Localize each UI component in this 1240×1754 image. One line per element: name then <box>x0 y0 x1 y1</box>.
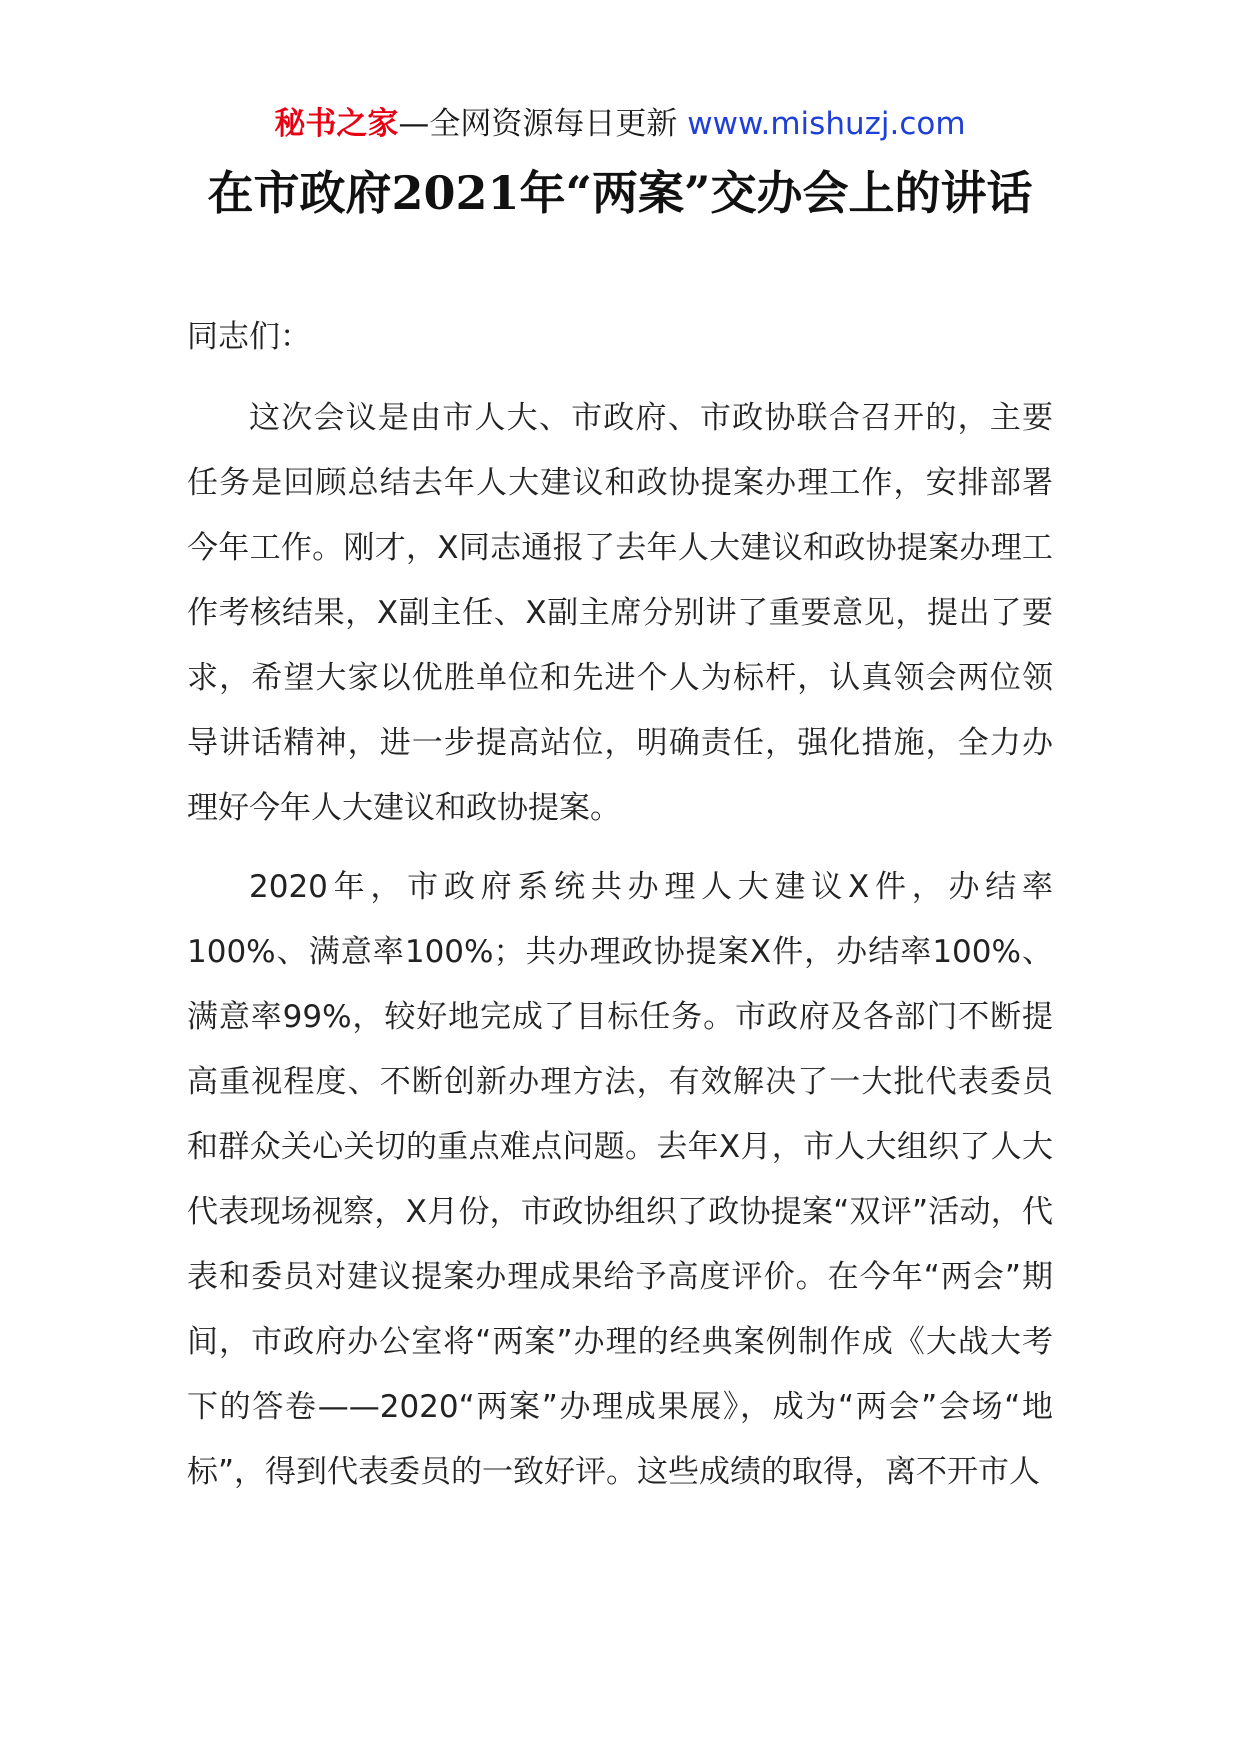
site-header <box>0 104 1240 144</box>
site-url-link[interactable]: www.mishuzj.com <box>687 106 966 142</box>
paragraph-1: 这次会议是由市人大、市政府、市政协联合召开的，主要任务是回顾总结去年人大建议和政协提案办理工作，安排部署今年工作。刚才，X同志通报了去年人大建议和政协提案办理工作考核结果，X副主任、X副主席分别讲了重要意见，提出了要求，希望大家以优胜单位和先进个人为标杆，认真领会两位领导讲话精神，进一步提高站位，明确责任，强化措施，全力办理好今年人大建议和政协提案。 <box>187 400 1053 826</box>
document-body <box>187 305 1053 1519</box>
brand-name: 秘书之家 <box>274 106 399 142</box>
paragraph-2: 2020年，市政府系统共办理人大建议X件，办结率100%、满意率100%；共办理政协提案X件，办结率100%、满意率99%，较好地完成了目标任务。市政府及各部门不断提高重视程度、不断创新办理方法，有效解决了一大批代表委员和群众关心关切的重点难点问题。去年X月，市人大组织了人大代表现场视察，X月份，市政协组织了政协提案“双评”活动，代表和委员对建议提案办理成果给予高度评价。在今年“两会”期间，市政府办公室将“两案”办理的经典案例制作成《大战大考下的答卷——2020“两案”办理成果展》，成为“两会”会场“地标”，得到代表委员的一致好评。这些成绩的取得，离不开市人 <box>187 869 1053 1490</box>
salutation: 同志们： <box>187 319 311 355</box>
header-tagline: —全网资源每日更新 <box>398 106 688 142</box>
document-title: 在市政府2021年“两案”交办会上的讲话 <box>207 166 1033 220</box>
